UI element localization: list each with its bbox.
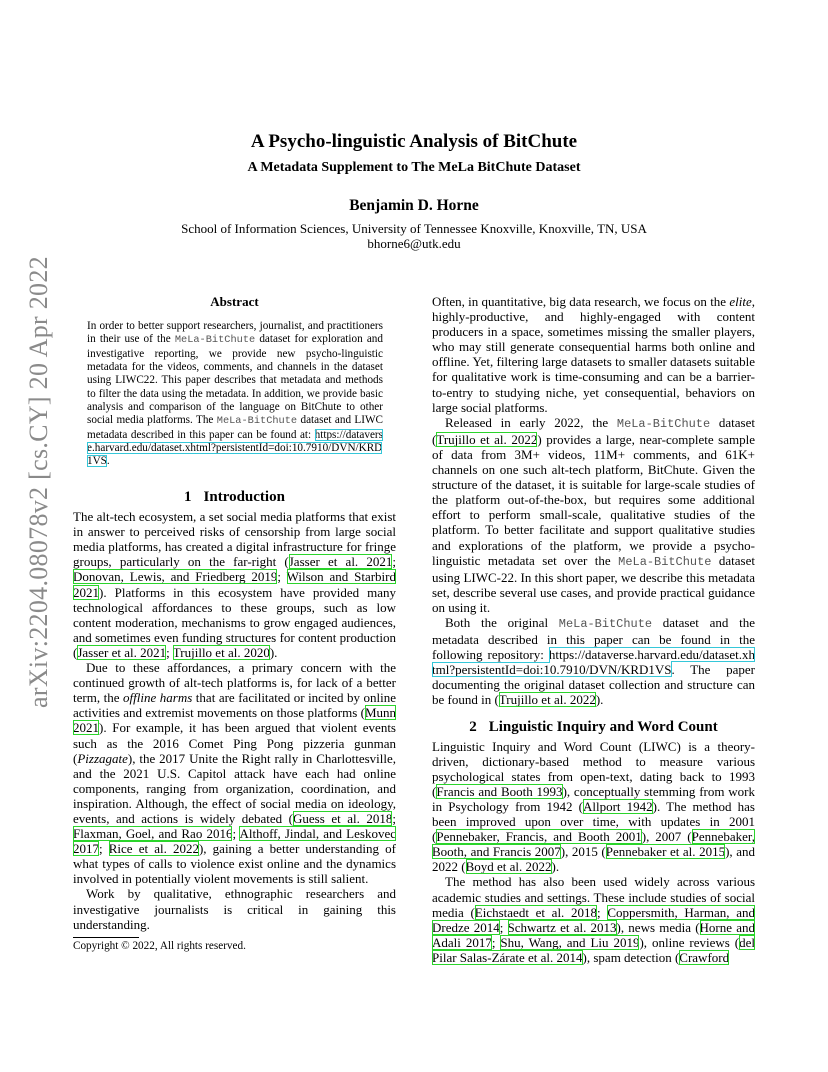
citation-link[interactable]: Munn 2021 xyxy=(73,705,396,736)
emphasis: elite xyxy=(729,294,752,309)
text: ; xyxy=(99,841,109,857)
citation-link[interactable]: Trujillo et al. 2022 xyxy=(436,431,538,447)
right-column xyxy=(432,294,755,965)
text: dataset ( xyxy=(432,414,755,447)
paper-subtitle: A Metadata Supplement to The MeLa BitChute Dataset xyxy=(247,160,581,175)
dataset-name: MeLa-BitChute xyxy=(616,416,711,431)
paragraph xyxy=(432,415,755,615)
section-heading-liwc xyxy=(432,720,755,735)
citation-link[interactable]: Shu, Wang, and Liu 2019 xyxy=(500,934,640,950)
author-name: Benjamin D. Horne xyxy=(349,197,479,214)
paragraph xyxy=(73,660,396,886)
text: ) provides a large, near-complete sample of data from 3M+ videos, 11M+ comments, and 61K+ channels on one such alt-tech platform, BitChute. Given the structure of the dataset, it is suitable for large-scale studies of the platform out-of-the-box, but requires some additional effort to perform small-scale, qualitative studies of the platform. To better facilitate and support qualitative studies and explorations of the platform, we provide a psycho-linguistic metadata set over the xyxy=(432,431,755,568)
emphasis: Pizzagate xyxy=(77,750,128,766)
section-number: 1 xyxy=(184,489,192,505)
citation-link[interactable]: Crawford xyxy=(679,949,730,965)
citation-link[interactable]: Jasser et al. 2021 xyxy=(288,554,393,570)
abstract-text: . xyxy=(106,455,110,468)
paragraph xyxy=(432,615,755,708)
dataset-name: MeLa-BitChute xyxy=(618,554,712,569)
text: ). For example, it has been argued that violent events such as the 2016 Comet Ping Pong pizzeria gunman ( xyxy=(73,720,396,766)
arxiv-margin-label xyxy=(24,256,54,708)
citation-link[interactable]: Donovan, Lewis, and Friedberg 2019 xyxy=(73,569,278,585)
text: that are facilitated or incited by online activities and extremist movements on those platforms ( xyxy=(73,690,396,721)
text: The alt-tech ecosystem, a set social media platforms that exist in answer to perceived risks of censorship from large social media platforms, has created a digital infrastructure for fringe groups, particularly on the far-right ( xyxy=(73,509,396,570)
citation-link[interactable]: Pennebaker, Francis, and Booth 2001 xyxy=(436,829,642,845)
citation-link[interactable]: Horne and Adali 2017 xyxy=(432,919,755,950)
abstract-heading: Abstract xyxy=(210,294,259,309)
affiliation-line: School of Information Sciences, University of Tennessee Knoxville, Knoxville, TN, USA xyxy=(181,221,647,236)
footnote-rule xyxy=(73,937,139,938)
text: The method has also been used widely across various academic studies and settings. These include studies of social media ( xyxy=(432,874,755,920)
dataset-url-link[interactable]: https://dataverse.harvard.edu/dataset.xhtml?persistentId=doi:10.7910/DVN/KRD1VS xyxy=(87,428,383,468)
paragraph xyxy=(432,874,755,965)
section-number: 2 xyxy=(469,718,477,735)
text: ; xyxy=(392,554,396,570)
paragraph xyxy=(432,294,755,415)
text: dataset and the metadata described in this paper can be found in the following repository: xyxy=(432,614,755,663)
text: dataset using LIWC-22. In this short paper, we describe this metadata set, describe several use cases, and provide practical guidance on using it. xyxy=(432,552,756,615)
text: ), spam detection ( xyxy=(582,949,680,965)
text: ), 2015 ( xyxy=(560,844,606,860)
section-heading-introduction xyxy=(73,490,396,505)
citation-link[interactable]: Pennebaker et al. 2015 xyxy=(605,844,726,860)
text: Linguistic Inquiry and Word Count (LIWC) is a theory-driven, dictionary-based method to measure various psychological states from open-text, dating back to 1993 ( xyxy=(432,738,755,799)
paragraph xyxy=(73,509,396,660)
author-affiliation xyxy=(0,221,828,251)
text: ; xyxy=(166,644,173,660)
text: ), 2007 ( xyxy=(641,829,692,845)
citation-link[interactable]: Coppersmith, Harman, and Dredze 2014 xyxy=(432,904,755,935)
paragraph: Work by qualitative, ethnographic researchers and investigative journalists is critical in gaining this understanding. xyxy=(73,886,396,932)
text: . The paper documenting the original dataset collection and structure can be found in ( xyxy=(432,662,755,708)
text: ), news media ( xyxy=(616,919,700,935)
text: ; xyxy=(597,904,608,920)
author-email: bhorne6@utk.edu xyxy=(367,236,461,251)
text: ; xyxy=(499,919,508,935)
citation-link[interactable]: Althoff, Jindal, and Leskovec 2017 xyxy=(73,826,396,857)
text: ; xyxy=(491,934,501,950)
citation-link[interactable]: Francis and Booth 1993 xyxy=(436,783,563,799)
citation-link[interactable]: Trujillo et al. 2022 xyxy=(498,692,596,708)
dataset-name: MeLa-BitChute xyxy=(174,334,256,347)
citation-link[interactable]: Flaxman, Goel, and Rao 2016 xyxy=(73,826,233,842)
text: ), gaining a better understanding of what types of calls to violence exist online and the dynamics involved in potentially violent movements is still salient. xyxy=(73,841,397,887)
abstract-text: In order to better support researchers, journalist, and practitioners in their use of the xyxy=(87,320,383,346)
dataset-url-link[interactable]: https://dataverse.harvard.edu/dataset.xhtml?persistentId=doi:10.7910/DVN/KRD1VS xyxy=(432,647,755,678)
text: ), the 2017 Unite the Right rally in Charlottesville, and the 2021 U.S. Capitol attack have each had online components, ranging from organization, coordination, and inspiration. Although, the effect of social media on ideology, events, and actions is widely debated ( xyxy=(73,750,396,826)
citation-link[interactable]: del Pilar Salas-Zárate et al. 2014 xyxy=(432,934,755,965)
paragraph xyxy=(432,739,755,875)
citation-link[interactable]: Rice et al. 2022 xyxy=(108,841,199,857)
citation-link[interactable]: Boyd et al. 2022 xyxy=(465,859,552,875)
left-column xyxy=(73,490,396,932)
citation-link[interactable]: Trujillo et al. 2020 xyxy=(172,644,270,660)
abstract-text: dataset and LIWC metadata described in this paper can be found at: xyxy=(87,414,384,441)
text: ). Platforms in this ecosystem have provided many technological affordances to these groups, such as low content moderation, mechanisms to grow engaged audiences, and sometimes even funding structures for content production ( xyxy=(73,584,396,660)
text: ). xyxy=(551,859,560,875)
abstract-body xyxy=(87,320,383,469)
citation-link[interactable]: Wilson and Starbird 2021 xyxy=(73,569,396,600)
section-title: Introduction xyxy=(203,489,285,505)
text: Both the original xyxy=(445,614,559,630)
abstract-text: dataset for exploration and investigative reporting, we provide new psycho-linguistic metadata for the videos, comments, and channels in the dataset using LIWC22. This paper describes that metadata and methods to filter the data using the metadata. In addition, we provide basic analysis and comparison of the language on BitChute to other social media platforms. The xyxy=(87,333,383,427)
text: ; xyxy=(277,569,287,585)
paper-title: A Psycho-linguistic Analysis of BitChute xyxy=(250,131,578,152)
text: , highly-productive, and highly-engaged with content producers in a space, sometimes missing the smaller players, who may still generate consequential harms both online and offline. Yet, filtering large datasets to smaller datasets suitable for qualitative work is time-consuming and can be a barrier-to-entry to studying niche, yet consequential, behaviors on large social platforms. xyxy=(432,294,755,415)
text: ). xyxy=(595,692,604,708)
text: ), conceptually stemming from work in Psychology from 1942 ( xyxy=(432,783,755,814)
citation-link[interactable]: Eichstaedt et al. 2018 xyxy=(474,904,597,920)
text: ; xyxy=(232,826,240,842)
citation-link[interactable]: Pennebaker, Booth, and Francis 2007 xyxy=(432,829,755,860)
text: Due to these affordances, a primary concern with the continued growth of alt-tech platforms is, for lack of a better term, the xyxy=(73,660,396,706)
citation-link[interactable]: Guess et al. 2018 xyxy=(293,810,393,826)
citation-link[interactable]: Jasser et al. 2021 xyxy=(77,644,167,660)
citation-link[interactable]: Allport 1942 xyxy=(582,799,653,814)
text: Released in early 2022, the xyxy=(445,414,617,430)
emphasis: offline harms xyxy=(123,690,193,706)
copyright-notice: Copyright © 2022, All rights reserved. xyxy=(73,940,246,952)
text: ; xyxy=(392,810,397,826)
dataset-name: MeLa-BitChute xyxy=(558,616,653,631)
text: ). The method has been improved upon over time, with updates in 2001 ( xyxy=(432,799,755,845)
arxiv-identifier: arXiv:2204.08078v2 [cs.CY] 20 Apr 2022 xyxy=(24,256,53,708)
text: Often, in quantitative, big data research, we focus on the xyxy=(432,294,730,309)
text: ), and 2022 ( xyxy=(432,844,755,875)
section-title: Linguistic Inquiry and Word Count xyxy=(488,718,718,735)
text: ), online reviews ( xyxy=(639,934,740,950)
citation-link[interactable]: Schwartz et al. 2013 xyxy=(507,919,617,935)
text: ). xyxy=(269,644,278,660)
dataset-name: MeLa-BitChute xyxy=(216,415,298,428)
